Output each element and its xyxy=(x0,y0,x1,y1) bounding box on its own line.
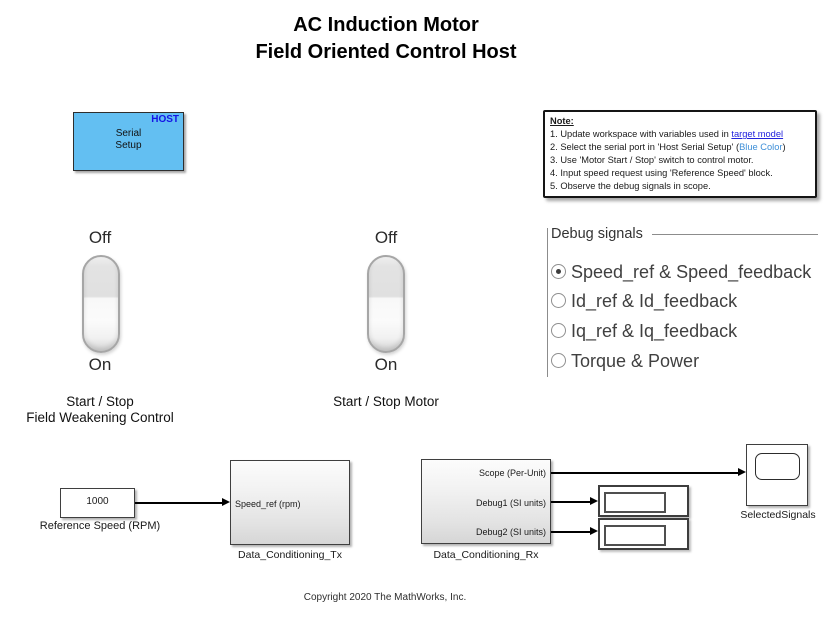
model-title-line2: Field Oriented Control Host xyxy=(255,41,517,63)
rx-output-port-label-scope: Scope (Per-Unit) xyxy=(478,468,546,478)
radio-circle-icon xyxy=(551,353,566,368)
rx-output-port-label-debug2: Debug2 (SI units) xyxy=(475,527,546,537)
radio-selected-dot-icon xyxy=(556,269,561,274)
fw-switch-off-label: Off xyxy=(88,228,112,247)
fw-switch-caption: Start / Stop Field Weakening Control xyxy=(26,394,174,425)
host-tag-label: HOST xyxy=(151,114,179,125)
note-annotation xyxy=(543,110,817,198)
radio-circle-icon xyxy=(551,323,566,338)
scope-screen-icon xyxy=(755,453,800,480)
debug2-display-block[interactable] xyxy=(598,518,689,550)
motor-rocker-switch[interactable] xyxy=(367,255,405,353)
arrowhead-icon xyxy=(590,527,598,535)
data-conditioning-tx-block[interactable] xyxy=(230,460,350,545)
fw-switch-on-label: On xyxy=(88,355,112,374)
wire-segment xyxy=(551,472,738,474)
note-line-2: 2. Select the serial port in 'Host Serial Setup' (Blue Color) xyxy=(550,142,786,153)
radio-label: Speed_ref & Speed_feedback xyxy=(571,262,812,282)
note-line-4: 4. Input speed request using 'Reference Speed' block. xyxy=(550,168,773,179)
reference-speed-constant-block[interactable] xyxy=(60,488,135,518)
model-title-line1: AC Induction Motor xyxy=(293,14,479,36)
selected-signals-scope-block[interactable] xyxy=(746,444,808,506)
blue-color-text: Blue Color xyxy=(739,142,783,153)
radio-label: Torque & Power xyxy=(571,351,700,371)
target-model-link[interactable]: target model xyxy=(731,129,784,140)
data-conditioning-rx-block[interactable] xyxy=(421,459,551,544)
copyright-text: Copyright 2020 The MathWorks, Inc. xyxy=(303,592,467,603)
motor-switch-off-label: Off xyxy=(374,228,398,247)
serial-setup-label: Serial Setup xyxy=(115,128,142,151)
debug1-display-block[interactable] xyxy=(598,485,689,517)
constant-value: 1000 xyxy=(86,496,109,507)
note-line-5: 5. Observe the debug signals in scope. xyxy=(550,181,711,192)
constant-block-label: Reference Speed (RPM) xyxy=(39,520,161,532)
host-serial-setup-block[interactable] xyxy=(73,112,184,171)
fw-rocker-switch[interactable] xyxy=(82,255,120,353)
wire-segment xyxy=(135,502,223,504)
radio-circle-icon xyxy=(551,264,566,279)
wire-segment xyxy=(551,531,590,533)
rx-output-port-label-debug1: Debug1 (SI units) xyxy=(475,498,546,508)
rx-block-label: Data_Conditioning_Rx xyxy=(433,549,539,561)
model-title xyxy=(0,12,772,66)
wire-segment xyxy=(551,501,590,503)
motor-switch-caption: Start / Stop Motor xyxy=(333,394,439,409)
display-value-field xyxy=(604,492,666,513)
note-line-1: 1. Update workspace with variables used in target model xyxy=(550,129,784,140)
tx-block-label: Data_Conditioning_Tx xyxy=(238,549,342,561)
arrowhead-icon xyxy=(738,468,746,476)
note-heading: Note: xyxy=(550,116,574,126)
debug-group-title: Debug signals xyxy=(551,226,643,242)
radio-circle-icon xyxy=(551,293,566,308)
debug-group-top-border xyxy=(652,234,818,235)
display-value-field xyxy=(604,525,666,546)
scope-block-label: SelectedSignals xyxy=(740,509,816,521)
note-line-3: 3. Use 'Motor Start / Stop' switch to control motor. xyxy=(550,155,754,166)
radio-label: Iq_ref & Iq_feedback xyxy=(571,321,738,341)
motor-switch-on-label: On xyxy=(374,355,398,374)
radio-label: Id_ref & Id_feedback xyxy=(571,291,738,311)
tx-input-port-label: Speed_ref (rpm) xyxy=(235,499,301,509)
arrowhead-icon xyxy=(590,497,598,505)
debug-group-left-border xyxy=(547,228,548,377)
arrowhead-icon xyxy=(222,498,230,506)
